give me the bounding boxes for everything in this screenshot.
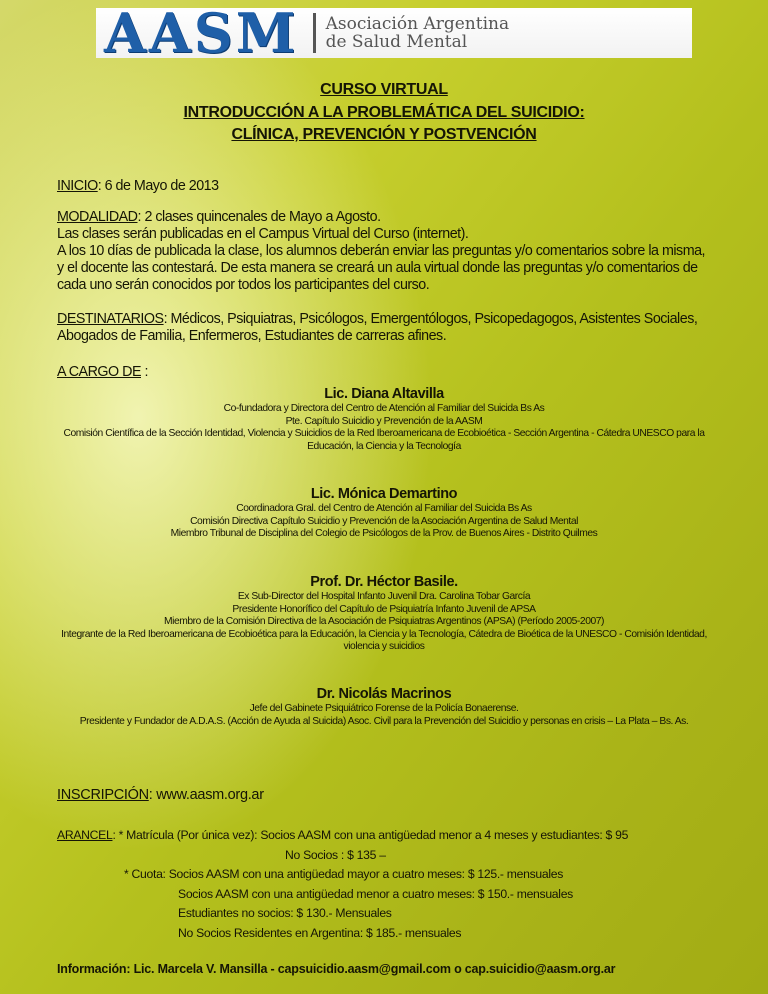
- destinatarios-section: [57, 311, 707, 345]
- person-block: [50, 385, 718, 453]
- modalidad-label: MODALIDAD: [57, 209, 138, 225]
- person-name: Lic. Mónica Demartino: [310, 486, 458, 502]
- person-credential: Comisión Científica de la Sección Identidad, Violencia y Suicidios de la Red Iberoamericana de Ecobioética - Sección Argentina - Cátedra UNESCO para la Educación, la Ciencia y la Tecnología: [63, 428, 705, 452]
- destinatarios-value: : Médicos, Psiquiatras, Psicólogos, Emergentólogos, Psicopedagogos, Asistentes Sociales, Abogados de Familia, Enfermeros, Estudiantes de carreras afines.: [57, 311, 698, 344]
- modalidad-line-3: A los 10 días de publicada la clase, los alumnos deberán enviar las preguntas y/o comentarios sobre la misma, y el docente las contestará. De esta manera se creará un aula virtual donde las preguntas y/o comentarios de cada uno serán conocidos por todos los participantes del curso.: [57, 243, 706, 293]
- logo-line-1: Asociación Argentina: [325, 14, 510, 34]
- person-credential: Ex Sub-Director del Hospital Infanto Juvenil Dra. Carolina Tobar García: [237, 591, 531, 602]
- logo-divider: [313, 13, 316, 53]
- logo-line-2: de Salud Mental: [325, 32, 468, 52]
- modalidad-value: : 2 clases quincenales de Mayo a Agosto.: [137, 209, 381, 225]
- person-name: Prof. Dr. Héctor Basile.: [310, 574, 458, 590]
- person-credential: Comisión Directiva Capítulo Suicidio y Prevención de la Asociación Argentina de Salud Mental: [190, 515, 578, 527]
- arancel-row: ARANCEL: * Matrícula (Por única vez): Socios AASM con una antigüedad menor a 4 meses y estudiantes: $ 95: [57, 828, 629, 842]
- contact-info: Información: Lic. Marcela V. Mansilla - capsuicidio.aasm@gmail.com o cap.suicidio@aasm.org.ar: [57, 962, 616, 976]
- arancel-row: Estudiantes no socios: $ 130.- Mensuales: [178, 906, 392, 920]
- title-line-3: CLÍNICA, PREVENCIÓN Y POSTVENCIÓN: [231, 126, 537, 143]
- person-credential: Pte. Capítulo Suicidio y Prevención de la AASM: [285, 415, 483, 427]
- person-credential: Integrante de la Red Iberoamericana de Ecobioética para la Educación, la Ciencia y la Tecnología, Cátedra de Bioética de la UNESCO - Comisión Identidad, violencia y suicidios: [61, 628, 707, 652]
- a-cargo-label: A CARGO DE: [57, 364, 141, 380]
- person-block: [50, 485, 718, 541]
- aasm-logo: [96, 1, 692, 65]
- arancel-row: Socios AASM con una antigüedad menor a cuatro meses: $ 150.- mensuales: [178, 886, 573, 901]
- arancel-row: No Socios Residentes en Argentina: $ 185.- mensuales: [178, 925, 462, 940]
- logo-mark: AASM: [104, 1, 299, 65]
- person-credential: Jefe del Gabinete Psiquiátrico Forense de la Policía Bonaerense.: [249, 703, 519, 714]
- person-credential: Miembro de la Comisión Directiva de la Asociación de Psiquiatras Argentinos (APSA) (Período 2005-2007): [163, 616, 604, 627]
- arancel-section: [57, 826, 737, 943]
- inicio-section: [57, 178, 707, 195]
- destinatarios-label: DESTINATARIOS: [57, 311, 164, 327]
- person-block: [50, 573, 718, 654]
- arancel-row: * Cuota: Socios AASM con una antigüedad mayor a cuatro meses: $ 125.- mensuales: [124, 867, 564, 881]
- logo-text: [326, 15, 510, 51]
- person-credential: Coordinadora Gral. del Centro de Atención al Familiar del Suicida Bs As: [236, 503, 532, 514]
- title-line-1: CURSO VIRTUAL: [320, 81, 448, 98]
- person-credential: Presidente Honorífico del Capítulo de Psiquiatría Infanto Juvenil de APSA: [232, 603, 536, 615]
- a-cargo-heading: A CARGO DE :: [57, 364, 148, 380]
- modalidad-line-2: Las clases serán publicadas en el Campus Virtual del Curso (internet).: [57, 226, 469, 242]
- person-block: [50, 685, 718, 728]
- person-name: Lic. Diana Altavilla: [324, 386, 444, 402]
- inscripcion-section: [57, 787, 264, 803]
- arancel-row: No Socios : $ 135 –: [285, 847, 386, 862]
- inicio-label: INICIO: [57, 178, 98, 194]
- person-name: Dr. Nicolás Macrinos: [316, 686, 452, 702]
- person-credential: Miembro Tribunal de Disciplina del Colegio de Psicólogos de la Prov. de Buenos Aires - Distrito Quilmes: [170, 528, 598, 539]
- inscripcion-label: INSCRIPCIÓN: [57, 787, 149, 803]
- modalidad-section: [57, 209, 707, 294]
- title-line-2: INTRODUCCIÓN A LA PROBLEMÁTICA DEL SUICIDIO:: [183, 104, 585, 121]
- person-credential: Presidente y Fundador de A.D.A.S. (Acción de Ayuda al Suicida) Asoc. Civil para la Prevención del Suicidio y personas en crisis – La Plata – Bs. As.: [79, 715, 689, 727]
- inicio-value: : 6 de Mayo de 2013: [97, 178, 219, 194]
- person-credential: Co-fundadora y Directora del Centro de Atención al Familiar del Suicida Bs As: [223, 403, 545, 414]
- arancel-label: ARANCEL: [57, 828, 113, 842]
- inscripcion-link[interactable]: : www.aasm.org.ar: [148, 787, 264, 803]
